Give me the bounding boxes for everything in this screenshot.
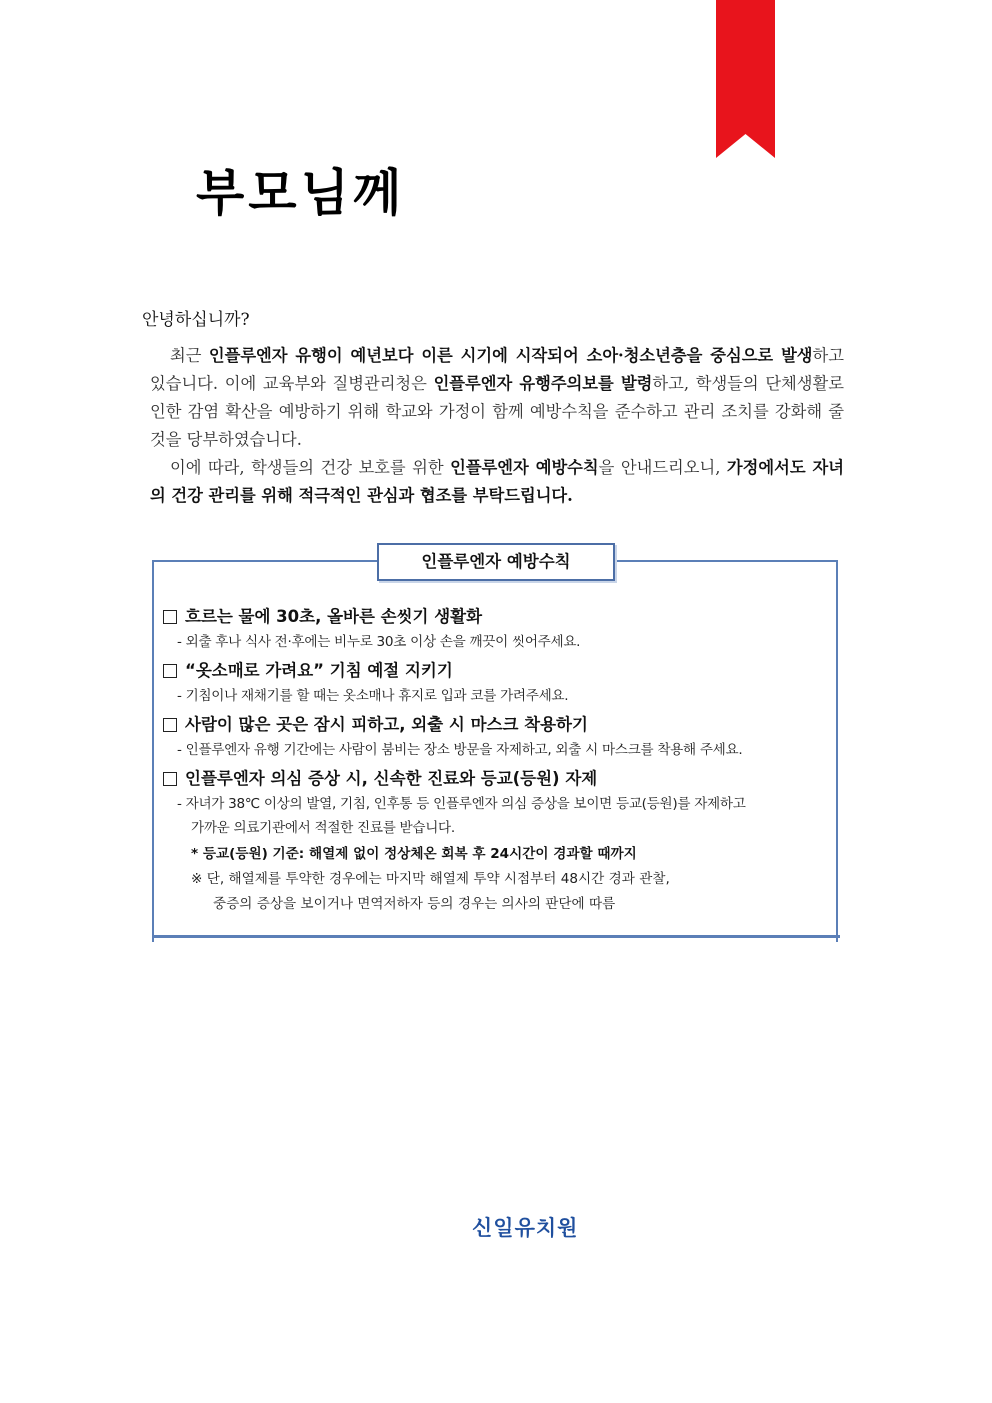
checkbox-icon <box>163 664 177 678</box>
rule-detail: - 자녀가 38℃ 이상의 발열, 기침, 인후통 등 인플루엔자 의심 증상을 보이면 등교(등원)를 자제하고 <box>177 796 746 812</box>
checkbox-icon <box>163 610 177 624</box>
page-title: 부모님께 <box>196 164 406 222</box>
intro-paragraph-2: 이에 따라, 학생들의 건강 보호를 위한 인플루엔자 예방수칙을 안내드리오니, 가정에서도 자녀의 건강 관리를 위해 적극적인 관심과 협조를 부탁드립니다. <box>150 458 845 505</box>
box-bottom-border <box>152 935 840 938</box>
doctor-judgement-note: 중증의 증상을 보이거나 면역저하자 등의 경우는 의사의 판단에 따름 <box>213 896 616 912</box>
rules-list <box>161 604 837 921</box>
checkbox-icon <box>163 772 177 786</box>
intro-paragraph-1: 최근 인플루엔자 유행이 예년보다 이른 시기에 시작되어 소아·청소년층을 중심으로 발생하고 있습니다. 이에 교육부와 질병관리청은 인플루엔자 유행주의보를 발령하고, 학생들의 단체생활로 인한 감염 확산을 예방하기 위해 학교와 가정이 함께 예방수칙을 준수하고 관리 조치를 강화해 줄 것을 당부하였습니다. <box>150 346 844 449</box>
greeting: 안녕하십니까? <box>142 310 250 330</box>
rule-detail: - 외출 후나 식사 전·후에는 비누로 30초 이상 손을 깨끗이 씻어주세요. <box>177 634 581 650</box>
rule-heading: 흐르는 물에 30초, 올바른 손씻기 생활화 <box>185 607 483 626</box>
intro-text <box>150 342 844 510</box>
checkbox-icon <box>163 718 177 732</box>
rule-heading: 인플루엔자 의심 증상 시, 신속한 진료와 등교(등원) 자제 <box>185 769 598 788</box>
rule-item <box>161 766 837 917</box>
rule-heading: 사람이 많은 곳은 잠시 피하고, 외출 시 마스크 착용하기 <box>185 715 588 734</box>
rule-item <box>161 712 837 762</box>
bookmark-ribbon-icon <box>716 0 775 158</box>
rule-detail-continued: 가까운 의료기관에서 적절한 진료를 받습니다. <box>191 820 455 836</box>
rule-heading: “옷소매로 가려요” 기침 예절 지키기 <box>185 661 453 680</box>
rule-detail: - 인플루엔자 유행 기간에는 사람이 붐비는 장소 방문을 자제하고, 외출 시 마스크를 착용해 주세요. <box>177 742 743 758</box>
rule-detail: - 기침이나 재채기를 할 때는 옷소매나 휴지로 입과 코를 가려주세요. <box>177 688 569 704</box>
school-name: 신일유치원 <box>472 1216 579 1240</box>
rule-item <box>161 604 837 654</box>
rule-item <box>161 658 837 708</box>
box-title: 인플루엔자 예방수칙 <box>377 543 615 581</box>
fever-reducer-note: ※ 단, 해열제를 투약한 경우에는 마지막 해열제 투약 시점부터 48시간 경과 관찰, <box>191 871 670 887</box>
attendance-criteria-note: * 등교(등원) 기준: 해열제 없이 정상체온 회복 후 24시간이 경과할 때까지 <box>191 846 637 862</box>
